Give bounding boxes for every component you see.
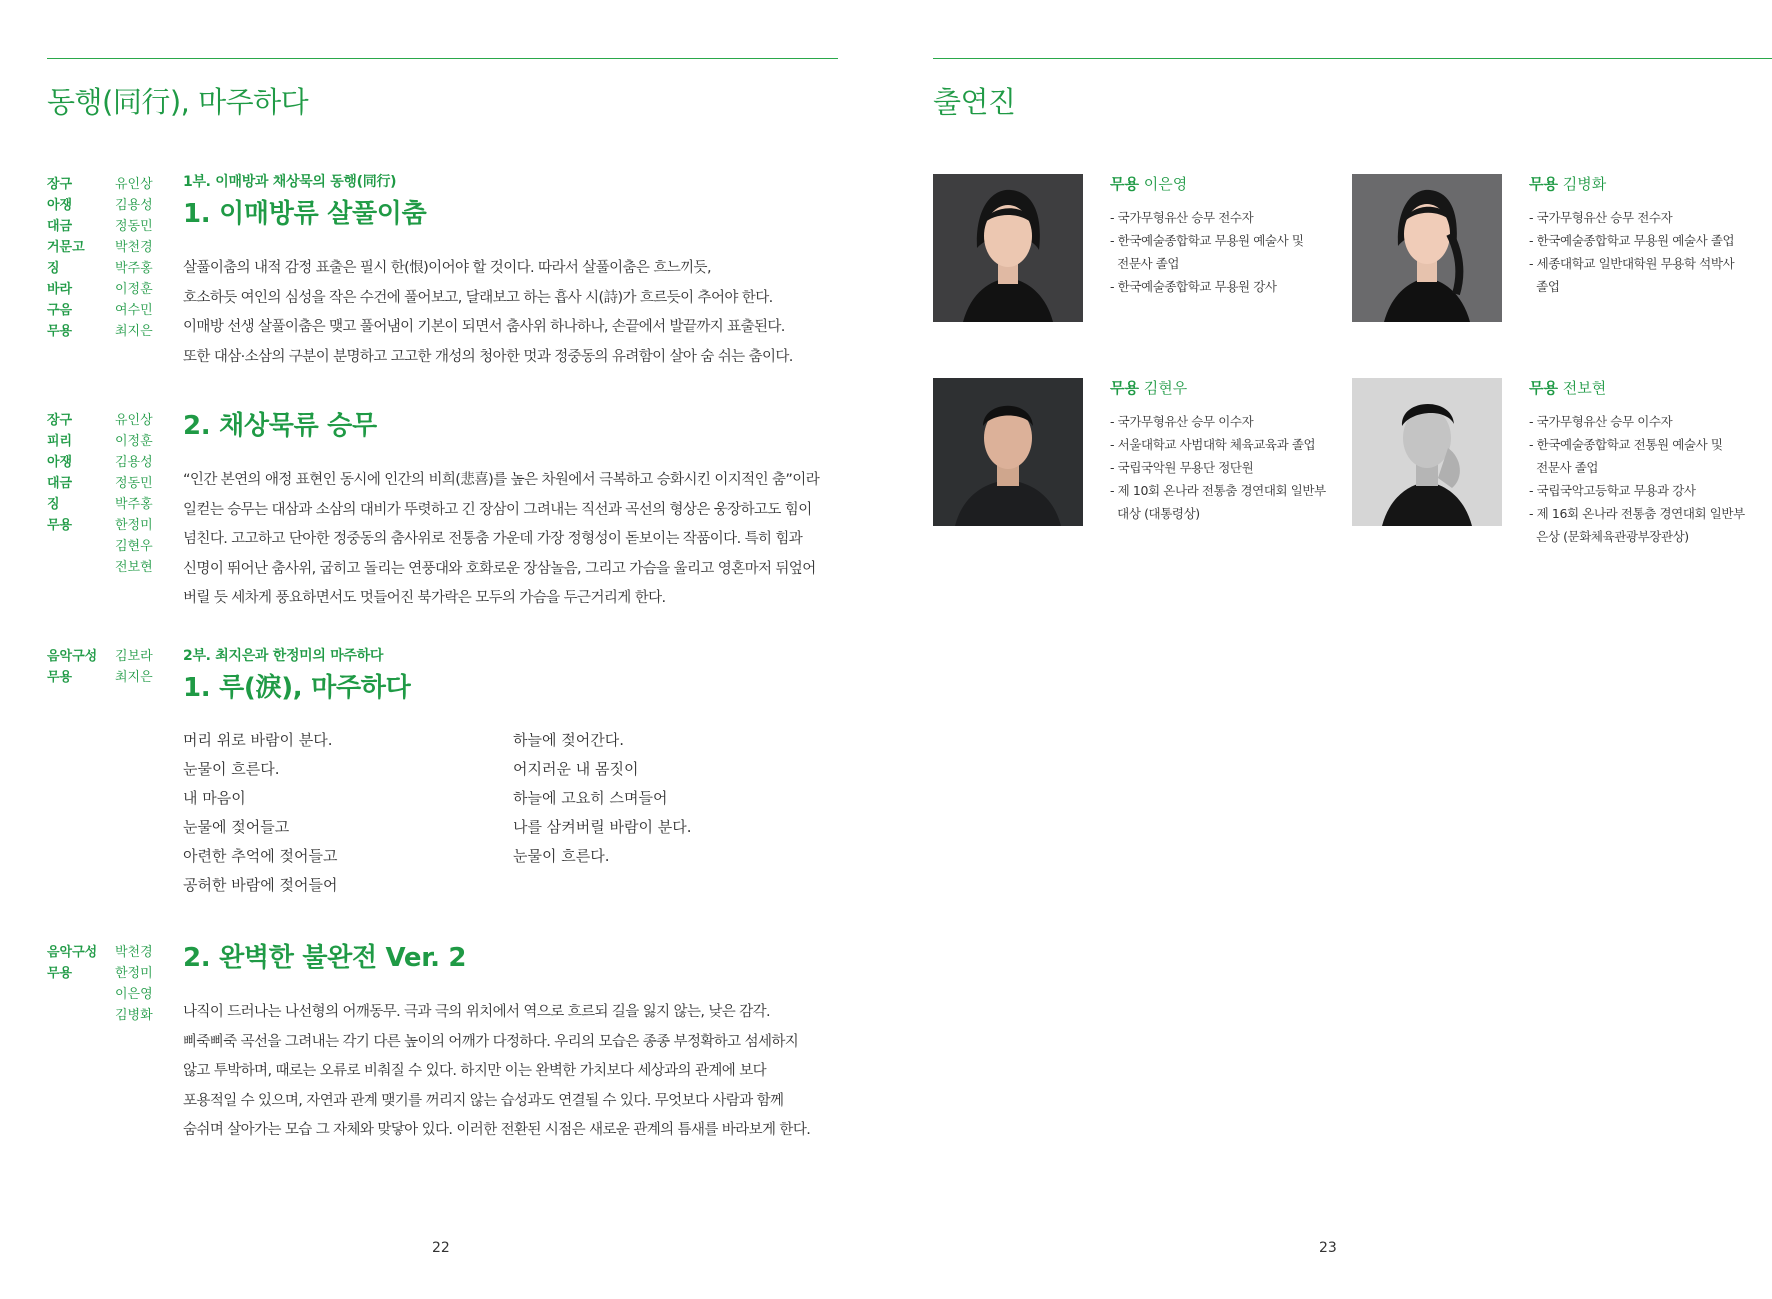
- poem-column-left: [183, 726, 513, 900]
- credit-role: 거문고: [47, 240, 85, 255]
- bio-item: - 세종대학교 일반대학원 무용학 석박사: [1529, 256, 1735, 271]
- text-line: 또한 대삼·소삼의 구분이 분명하고 고고한 개성의 청아한 멋과 정중동의 유려함이 살아 숨 쉬는 춤이다.: [183, 348, 793, 365]
- credit-role: [47, 536, 115, 557]
- credit-name: 유인상: [115, 177, 153, 192]
- bio-item: - 국립국악고등학교 무용과 강사: [1529, 483, 1696, 498]
- bio-item: - 한국예술종합학교 무용원 강사: [1110, 279, 1277, 294]
- credit-role: 구음: [47, 303, 73, 318]
- bio-item: - 국가무형유산 승무 이수자: [1110, 414, 1254, 429]
- poem-line: 하늘에 젖어간다.: [513, 731, 624, 749]
- credit-item: [47, 431, 167, 452]
- cast-photo: [1352, 174, 1502, 322]
- credit-item: [47, 473, 167, 494]
- credit-role: 무용: [47, 518, 73, 533]
- cast-heading: [1110, 378, 1330, 398]
- credit-role: 장구: [47, 413, 73, 428]
- credit-name: 최지은: [115, 670, 153, 685]
- credit-role: 피리: [47, 434, 73, 449]
- text-line: 넘친다. 고고하고 단아한 정중동의 춤사위로 전통춤 가운데 가장 정형성이 돋보이는 작품이다. 특히 힘과: [183, 531, 803, 547]
- credit-name: 최지은: [115, 324, 153, 339]
- credit-name: 박주홍: [115, 261, 153, 276]
- credit-item: [47, 667, 167, 688]
- bio-item: - 한국예술종합학교 전통원 예술사 및: [1529, 437, 1723, 452]
- cast-card: [886, 378, 1326, 538]
- bio-item: 전문사 졸업: [1110, 256, 1180, 271]
- cast-heading: [1110, 174, 1330, 194]
- cast-role: 무용: [1110, 379, 1139, 397]
- text-line: 호소하듯 여인의 심성을 작은 수건에 풀어보고, 달래보고 하는 흡사 시(詩)가 흐르듯이 추어야 한다.: [183, 289, 773, 306]
- credit-role: 음악구성: [47, 945, 98, 960]
- credit-item: [47, 174, 167, 195]
- credit-name: 이정훈: [115, 282, 153, 297]
- poem: [183, 726, 843, 900]
- page-title: 출연진: [933, 85, 1016, 119]
- piece-title: 1. 이매방류 살풀이춤: [183, 199, 427, 229]
- credits-list: [47, 174, 167, 342]
- credit-item: [47, 300, 167, 321]
- bio-item: 졸업: [1529, 279, 1560, 294]
- credit-name: 이정훈: [115, 434, 153, 449]
- bio-item: - 국가무형유산 승무 이수자: [1529, 414, 1673, 429]
- credit-name: 김용성: [115, 455, 153, 470]
- credit-name: 박천경: [115, 945, 153, 960]
- text-line: 버릴 듯 세차게 풍요하면서도 멋들어진 북가락은 모두의 가슴을 두근거리게 한다.: [183, 590, 666, 606]
- cast-card: [886, 174, 1306, 334]
- credit-item: [47, 1005, 167, 1026]
- bio-item: - 국가무형유산 승무 전수자: [1110, 210, 1254, 225]
- bio-item: 전문사 졸업: [1529, 460, 1599, 475]
- bio-item: - 제 16회 온나라 전통춤 경연대회 일반부: [1529, 506, 1745, 521]
- bio-item: 대상 (대통령상): [1110, 506, 1200, 521]
- part-label: 2부. 최지은과 한정미의 마주하다: [183, 648, 384, 664]
- poem-line: 공허한 바람에 젖어들어: [183, 876, 338, 894]
- bio-item: - 국립국악원 무용단 정단원: [1110, 460, 1254, 475]
- credit-item: [47, 557, 167, 578]
- credit-role: 장구: [47, 177, 73, 192]
- piece-content: [183, 940, 843, 1146]
- piece-content: [183, 646, 843, 900]
- credit-item: [47, 452, 167, 473]
- credit-item: [47, 984, 167, 1005]
- top-rule: [933, 58, 1772, 59]
- poem-column-right: [513, 726, 843, 900]
- credit-item: [47, 494, 167, 515]
- credit-role: 아쟁: [47, 198, 73, 213]
- credit-name: 김보라: [115, 649, 153, 664]
- piece-content: [183, 408, 843, 614]
- cast-card: [1305, 174, 1735, 334]
- cast-info: [1110, 378, 1330, 525]
- text-line: 숨쉬며 살아가는 모습 그 자체와 맞닿아 있다. 이러한 전환된 시점은 새로운 관계의 틈새를 바라보게 한다.: [183, 1122, 811, 1138]
- text-line: 이매방 선생 살풀이춤은 맺고 풀어냄이 기본이 되면서 춤사위 하나하나, 손끝에서 발끝까지 표출된다.: [183, 319, 785, 335]
- text-line: 일컫는 승무는 대삼과 소삼의 대비가 뚜렷하고 긴 장삼이 그려내는 직선과 곡선의 형상은 웅장하고도 힘이: [183, 501, 812, 518]
- piece-title: 2. 채상묵류 승무: [183, 411, 377, 441]
- credit-name: 한정미: [115, 966, 153, 981]
- poem-line: 눈물이 흐른다.: [183, 760, 280, 778]
- poem-line: 내 마음이: [183, 789, 246, 807]
- credits-list: [47, 646, 167, 688]
- poem-line: 하늘에 고요히 스며들어: [513, 789, 668, 807]
- text-line: 포용적일 수 있으며, 자연과 관계 맺기를 꺼리지 않는 습성과도 연결될 수 있다. 무엇보다 사람과 함께: [183, 1092, 784, 1109]
- page-number: 23: [1319, 1240, 1337, 1256]
- credits-list: [47, 942, 167, 1026]
- text-line: 않고 투박하며, 때로는 오류로 비춰질 수 있다. 하지만 이는 완벽한 가치보다 세상과의 관계에 보다: [183, 1063, 767, 1079]
- credit-role: [47, 557, 115, 578]
- credit-item: [47, 646, 167, 667]
- piece-content: [183, 172, 843, 372]
- cast-role: 무용: [1529, 175, 1558, 193]
- credit-item: [47, 195, 167, 216]
- credit-role: 아쟁: [47, 455, 73, 470]
- cast-role: 무용: [1529, 379, 1558, 397]
- credit-name: 박주홍: [115, 497, 153, 512]
- credit-item: [47, 536, 167, 557]
- bio-item: - 국가무형유산 승무 전수자: [1529, 210, 1673, 225]
- cast-bio: [1529, 410, 1749, 548]
- credit-item: [47, 321, 167, 342]
- credit-role: [47, 984, 115, 1005]
- credit-name: 정동민: [115, 476, 153, 491]
- part-label: 1부. 이매방과 채상묵의 동행(同行): [183, 174, 397, 190]
- credit-name: 박천경: [115, 240, 153, 255]
- cast-card: [1305, 378, 1745, 544]
- cast-bio: [1110, 206, 1330, 298]
- poem-line: 눈물이 흐른다.: [513, 847, 610, 865]
- cast-name: 김현우: [1143, 379, 1188, 397]
- credit-item: [47, 279, 167, 300]
- poem-line: 나를 삼켜버릴 바람이 분다.: [513, 818, 692, 836]
- piece-description: [183, 998, 843, 1146]
- credit-name: 김현우: [115, 539, 153, 554]
- right-page: [886, 0, 1772, 1299]
- cast-info: [1529, 378, 1749, 548]
- cast-bio: [1529, 206, 1749, 298]
- credit-item: [47, 963, 167, 984]
- poem-line: 아련한 추억에 젖어들고: [183, 847, 338, 865]
- poem-line: 눈물에 젖어들고: [183, 818, 290, 836]
- credit-name: 한정미: [115, 518, 153, 533]
- text-line: “인간 본연의 애정 표현인 동시에 인간의 비희(悲喜)를 높은 차원에서 극복하고 승화시킨 이지적인 춤”이라: [183, 472, 820, 488]
- page-number: 22: [432, 1240, 450, 1256]
- bio-item: - 제 10회 온나라 전통춤 경연대회 일반부: [1110, 483, 1326, 498]
- credit-item: [47, 216, 167, 237]
- credit-name: 정동민: [115, 219, 153, 234]
- bio-item: - 한국예술종합학교 무용원 예술사 졸업: [1529, 233, 1735, 248]
- text-line: 나직이 드러나는 나선형의 어깨동무. 극과 극의 위치에서 역으로 흐르되 길을 잃지 않는, 낮은 감각.: [183, 1004, 771, 1020]
- credit-name: 이은영: [115, 987, 153, 1002]
- cast-name: 전보현: [1562, 379, 1607, 397]
- page-title: 동행(同行), 마주하다: [47, 85, 309, 119]
- credit-name: 여수민: [115, 303, 153, 318]
- top-rule: [47, 58, 838, 59]
- piece-title: 1. 루(淚), 마주하다: [183, 673, 411, 703]
- text-line: 삐죽삐죽 곡선을 그려내는 각기 다른 높이의 어깨가 다정하다. 우리의 모습은 종종 부정확하고 섬세하지: [183, 1033, 799, 1050]
- credit-role: 대금: [47, 219, 73, 234]
- cast-info: [1110, 174, 1330, 298]
- credit-item: [47, 942, 167, 963]
- cast-photo: [933, 174, 1083, 322]
- piece-title: 2. 완벽한 불완전 Ver. 2: [183, 943, 467, 973]
- cast-name: 이은영: [1143, 175, 1188, 193]
- cast-heading: [1529, 378, 1749, 398]
- poem-line: 머리 위로 바람이 분다.: [183, 731, 333, 749]
- cast-role: 무용: [1110, 175, 1139, 193]
- bio-item: 은상 (문화체육관광부장관상): [1529, 529, 1689, 544]
- credit-item: [47, 515, 167, 536]
- credit-name: 유인상: [115, 413, 153, 428]
- credits-list: [47, 410, 167, 578]
- credit-role: [47, 1005, 115, 1026]
- credit-role: 무용: [47, 324, 73, 339]
- text-line: 살풀이춤의 내적 감정 표출은 필시 한(恨)이어야 할 것이다. 따라서 살풀이춤은 흐느끼듯,: [183, 260, 711, 276]
- credit-role: 징: [47, 497, 60, 512]
- credit-name: 전보현: [115, 560, 153, 575]
- credit-item: [47, 258, 167, 279]
- credit-item: [47, 410, 167, 431]
- credit-role: 무용: [47, 670, 73, 685]
- piece-description: [183, 254, 843, 372]
- credit-name: 김용성: [115, 198, 153, 213]
- credit-role: 음악구성: [47, 649, 98, 664]
- credit-name: 김병화: [115, 1008, 153, 1023]
- text-line: 신명이 뛰어난 춤사위, 굽히고 돌리는 연풍대와 호화로운 장삼놀음, 그리고 가슴을 울리고 영혼마저 뒤엎어: [183, 560, 816, 577]
- poem-line: 어지러운 내 몸짓이: [513, 760, 639, 778]
- credit-role: 바라: [47, 282, 73, 297]
- cast-info: [1529, 174, 1749, 298]
- cast-photo: [933, 378, 1083, 526]
- bio-item: - 한국예술종합학교 무용원 예술사 및: [1110, 233, 1304, 248]
- credit-role: 징: [47, 261, 60, 276]
- cast-heading: [1529, 174, 1749, 194]
- credit-item: [47, 237, 167, 258]
- piece-description: [183, 466, 843, 614]
- credit-role: 무용: [47, 966, 73, 981]
- cast-photo: [1352, 378, 1502, 526]
- credit-role: 대금: [47, 476, 73, 491]
- cast-bio: [1110, 410, 1330, 525]
- bio-item: - 서울대학교 사범대학 체육교육과 졸업: [1110, 437, 1316, 452]
- cast-name: 김병화: [1562, 175, 1607, 193]
